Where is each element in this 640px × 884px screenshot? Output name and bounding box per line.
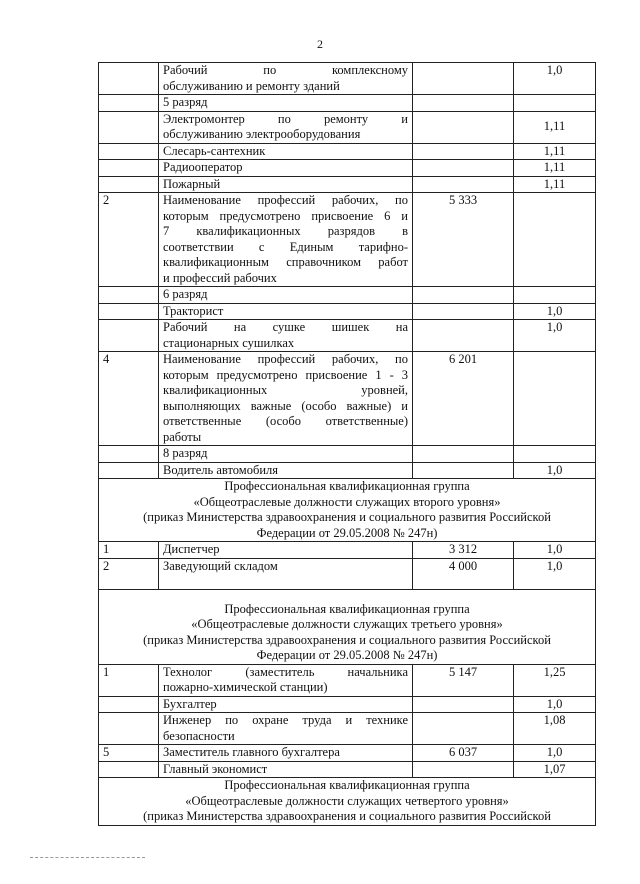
position-line: Бухгалтер [163, 696, 217, 711]
base-salary [413, 95, 514, 112]
position-name [159, 143, 413, 160]
position-line: которым предусмотрено присвоение 6 и [163, 208, 408, 223]
row-number [99, 287, 159, 304]
group-title-line: Профессиональная квалификационная группа [224, 601, 470, 616]
row-number [99, 95, 159, 112]
position-line: Технолог (заместитель начальника [163, 664, 408, 679]
table-row [99, 761, 596, 778]
position-line: пожарно-химической станции) [163, 680, 328, 694]
position-line: соответствии с Единым тарифно- [163, 239, 408, 254]
position-name [159, 160, 413, 177]
coefficient: 1,07 [514, 761, 596, 778]
group-title-line: «Общеотраслевые должности служащих третьего уровня» [191, 617, 503, 631]
table-row [99, 287, 596, 304]
coefficient: 1,0 [514, 542, 596, 559]
base-salary: 5 147 [413, 664, 514, 696]
position-name [159, 761, 413, 778]
position-line: Рабочий по комплексному [163, 63, 408, 77]
row-number [99, 143, 159, 160]
coefficient: 1,0 [514, 696, 596, 713]
group-title-line: «Общеотраслевые должности служащих второго уровня» [193, 494, 501, 509]
position-line: обслуживанию электрооборудования [163, 127, 361, 141]
coefficient [514, 95, 596, 112]
row-number [99, 761, 159, 778]
position-line: обслуживанию и ремонту зданий [163, 78, 340, 93]
base-salary [413, 287, 514, 304]
coefficient: 1,11 [514, 143, 596, 160]
position-name [159, 287, 413, 304]
qualification-group-title [99, 589, 596, 664]
position-line: Наименование профессий рабочих, по [163, 193, 408, 207]
base-salary [413, 713, 514, 745]
base-salary [413, 320, 514, 352]
group-title-line: Профессиональная квалификационная группа [224, 778, 470, 792]
position-line: безопасности [163, 728, 235, 743]
coefficient: 1,0 [514, 745, 596, 762]
base-salary [413, 696, 514, 713]
row-number [99, 160, 159, 177]
position-name [159, 745, 413, 762]
base-salary [413, 111, 514, 143]
group-title-line: (приказ Министерства здравоохранения и социального развития Российской [143, 510, 551, 524]
coefficient: 1,08 [514, 713, 596, 745]
row-number: 5 [99, 745, 159, 762]
position-name [159, 320, 413, 352]
table-row [99, 745, 596, 762]
coefficient: 1,0 [514, 63, 596, 95]
row-number: 2 [99, 193, 159, 287]
position-name [159, 193, 413, 287]
table-row [99, 462, 596, 479]
position-line: Слесарь-сантехник [163, 143, 266, 158]
position-name [159, 696, 413, 713]
base-salary [413, 143, 514, 160]
position-line: которым предусмотрено присвоение 1 - 3 [163, 367, 408, 382]
position-name [159, 176, 413, 193]
base-salary: 6 201 [413, 352, 514, 446]
table-row [99, 111, 596, 143]
table-row [99, 143, 596, 160]
row-number [99, 63, 159, 95]
group-header-row [99, 778, 596, 826]
position-line: Пожарный [163, 176, 221, 191]
coefficient: 1,0 [514, 320, 596, 352]
position-name [159, 664, 413, 696]
position-line: Наименование профессий рабочих, по [163, 352, 408, 366]
qualification-group-title [99, 778, 596, 826]
table-row [99, 193, 596, 287]
position-name [159, 558, 413, 589]
base-salary [413, 160, 514, 177]
group-title-line: (приказ Министерства здравоохранения и социального развития Российской [143, 809, 551, 823]
position-line: 7 квалификационных разрядов в [163, 224, 408, 238]
qualification-group-title [99, 479, 596, 542]
base-salary [413, 303, 514, 320]
table-row [99, 95, 596, 112]
base-salary: 6 037 [413, 745, 514, 762]
group-title-line: Профессиональная квалификационная группа [224, 479, 470, 493]
qualification-table [98, 62, 596, 826]
position-line: Инженер по охране труда и технике [163, 713, 408, 727]
coefficient [514, 287, 596, 304]
table-row [99, 446, 596, 463]
position-line: квалификационным справочником работ [163, 255, 408, 269]
position-line: стационарных сушилках [163, 335, 295, 350]
position-name [159, 462, 413, 479]
group-header-row [99, 479, 596, 542]
position-name [159, 63, 413, 95]
position-line: Тракторист [163, 303, 224, 318]
position-line: 8 разряд [163, 446, 208, 460]
position-line: Заместитель главного бухгалтера [163, 745, 340, 759]
row-number: 2 [99, 558, 159, 589]
base-salary [413, 761, 514, 778]
row-number [99, 111, 159, 143]
coefficient: 1,11 [514, 160, 596, 177]
coefficient: 1,25 [514, 664, 596, 696]
page-number: 2 [317, 37, 323, 51]
coefficient: 1,0 [514, 303, 596, 320]
row-number: 4 [99, 352, 159, 446]
position-line: работы [163, 429, 202, 444]
coefficient: 1,0 [514, 558, 596, 589]
table-row [99, 63, 596, 95]
position-name [159, 111, 413, 143]
table-row [99, 664, 596, 696]
group-title-line: «Общеотраслевые должности служащих четвертого уровня» [185, 793, 509, 808]
position-line: Рабочий на сушке шишек на [163, 320, 408, 334]
position-line: квалификационных уровней, [163, 383, 408, 397]
position-line: 6 разряд [163, 287, 208, 301]
table-row [99, 303, 596, 320]
base-salary [413, 176, 514, 193]
coefficient [514, 193, 596, 287]
row-number [99, 176, 159, 193]
group-title-line: Федерации от 29.05.2008 № 247н) [256, 648, 438, 662]
coefficient [514, 352, 596, 446]
row-number [99, 303, 159, 320]
row-number [99, 696, 159, 713]
coefficient: 1,0 [514, 462, 596, 479]
table-row [99, 352, 596, 446]
position-line: Главный экономист [163, 761, 268, 776]
position-line: и профессий рабочих [163, 270, 277, 285]
position-name [159, 303, 413, 320]
base-salary [413, 446, 514, 463]
table-row [99, 176, 596, 193]
group-title-line: (приказ Министерства здравоохранения и социального развития Российской [143, 632, 551, 647]
position-line: Заведующий складом [163, 558, 278, 573]
position-line: 5 разряд [163, 95, 208, 109]
coefficient [514, 446, 596, 463]
base-salary: 3 312 [413, 542, 514, 559]
position-line: выполняющих важные (особо важные) и [163, 398, 408, 413]
position-name [159, 95, 413, 112]
table-row [99, 713, 596, 745]
position-line: Водитель автомобиля [163, 462, 278, 477]
position-name [159, 713, 413, 745]
row-number [99, 713, 159, 745]
group-header-row [99, 589, 596, 664]
table-row [99, 542, 596, 559]
position-line: Электромонтер по ремонту и [163, 111, 408, 126]
table-row [99, 160, 596, 177]
position-name [159, 446, 413, 463]
table-row [99, 320, 596, 352]
row-number: 1 [99, 542, 159, 559]
coefficient: 1,11 [514, 111, 596, 143]
position-line: Диспетчер [163, 542, 220, 556]
position-name [159, 352, 413, 446]
position-line: Радиооператор [163, 160, 243, 174]
row-number [99, 462, 159, 479]
row-number [99, 320, 159, 352]
base-salary: 5 333 [413, 193, 514, 287]
base-salary [413, 63, 514, 95]
row-number [99, 446, 159, 463]
base-salary [413, 462, 514, 479]
row-number: 1 [99, 664, 159, 696]
position-name [159, 542, 413, 559]
table-row [99, 696, 596, 713]
group-title-line: Федерации от 29.05.2008 № 247н) [256, 525, 438, 540]
table-row [99, 558, 596, 589]
base-salary: 4 000 [413, 558, 514, 589]
footer-rule [30, 857, 145, 858]
coefficient: 1,11 [514, 176, 596, 193]
position-line: ответственные (особо ответственные) [163, 414, 408, 428]
